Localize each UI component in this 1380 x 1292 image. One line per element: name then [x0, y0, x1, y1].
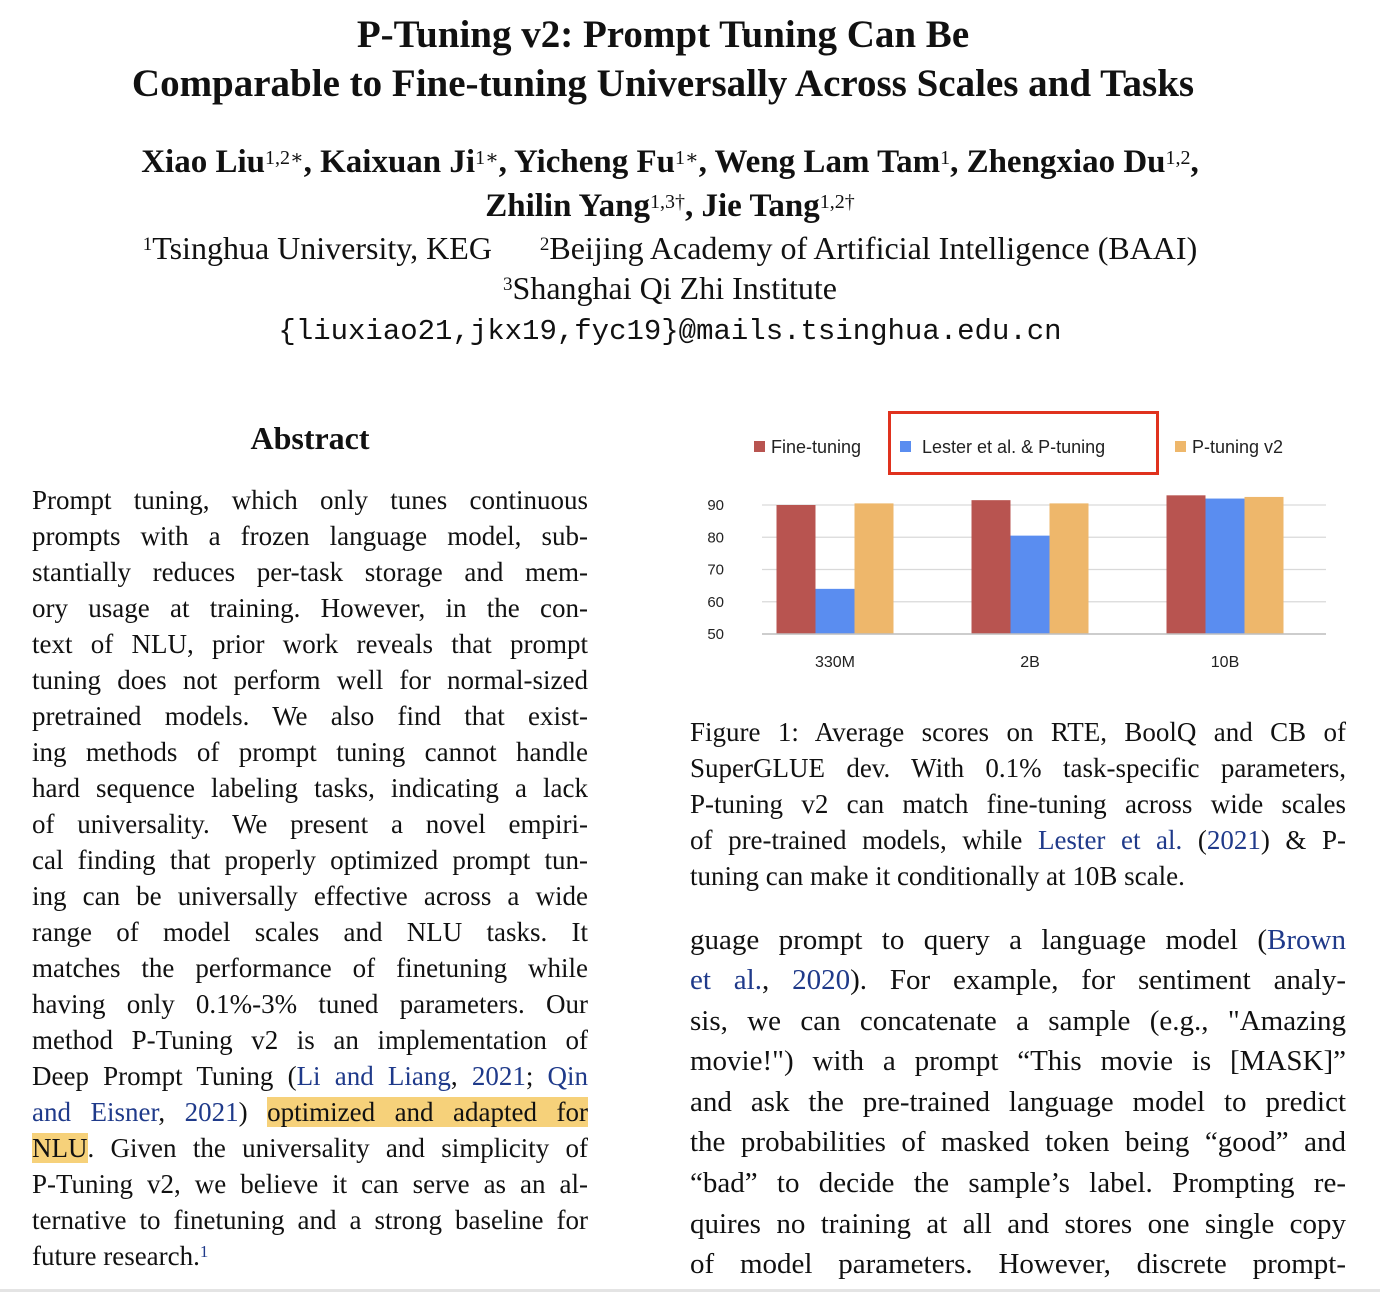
y-tick-label: 70	[707, 561, 724, 579]
author-affil-mark: 1,2	[1165, 147, 1191, 169]
affil-mark: 2	[539, 234, 550, 255]
bar-lester-et-al-p-tuning-10b	[1206, 499, 1245, 634]
bar-fine-tuning-2b	[972, 500, 1011, 634]
body-line: quires no training at all and stores one single copy	[690, 1208, 1346, 1240]
abstract-text: future research.	[32, 1241, 200, 1271]
body-line: of model parameters. However, discrete prompt-	[690, 1248, 1346, 1280]
author-affil-mark: 1∗	[475, 147, 499, 169]
abstract-text: . Given the universality and simplicity of	[87, 1133, 588, 1163]
abstract-heading: Abstract	[250, 420, 370, 456]
abstract-line	[32, 1130, 588, 1166]
bar-p-tuning-v2-330m	[855, 503, 894, 634]
affiliation-qizhi: Shanghai Qi Zhi Institute	[512, 270, 837, 306]
abstract-line: having only 0.1%-3% tuned parameters. Our	[32, 989, 588, 1019]
author-name: Kaixuan Ji	[320, 144, 476, 180]
body-line: sis, we can concatenate a sample (e.g., "Amazing	[690, 1005, 1346, 1037]
abstract-text: ;	[525, 1061, 548, 1091]
body-line: and ask the pre-trained language model to predict	[690, 1086, 1346, 1118]
author-affil-mark: 1,2∗	[265, 147, 304, 169]
abstract-line: tuning does not perform well for normal-sized	[32, 665, 588, 695]
caption-text: ) & P-	[1260, 825, 1347, 855]
x-tick-label: 10B	[1210, 654, 1240, 671]
abstract-line: method P-Tuning v2 is an implementation of	[32, 1025, 588, 1055]
caption-text: of pre-trained models, while	[690, 825, 1038, 855]
abstract-line: ing methods of prompt tuning cannot handle	[32, 737, 588, 767]
bar-p-tuning-v2-10b	[1245, 497, 1284, 634]
abstract-line: P-Tuning v2, we believe it can serve as an al-	[32, 1169, 588, 1199]
author-name: Zhilin Yang	[485, 188, 650, 224]
title-line-2: Comparable to Fine-tuning Universally Across Scales and Tasks	[131, 62, 1195, 105]
citation-li-liang-year-link[interactable]: 2021	[471, 1061, 526, 1091]
legend-label: Lester et al. & P-tuning	[922, 437, 1106, 457]
abstract-text: Deep Prompt Tuning (	[32, 1061, 297, 1091]
affiliation-line-2	[0, 268, 1340, 308]
caption-line	[690, 822, 1346, 858]
highlighted-text: optimized and adapted for	[267, 1097, 588, 1127]
author-name: Xiao Liu	[141, 144, 266, 180]
citation-li-liang-link[interactable]: Li and Liang	[296, 1061, 451, 1091]
author-email: {liuxiao21,jkx19,fyc19}@mails.tsinghua.edu.cn	[278, 315, 1062, 348]
bar-lester-et-al-p-tuning-330m	[816, 589, 855, 634]
legend-label: Fine-tuning	[771, 437, 862, 457]
abstract-line: text of NLU, prior work reveals that prompt	[32, 629, 588, 659]
author-line-1: Xiao Liu$^{1,2∗}$, Kaixuan $Ji^{1∗}$, Yicheng $Fu^{1∗}$, Weng Lam Tam$^1$, Zhengxiao Du$^{1,2}$,	[141, 144, 1199, 180]
bar-fine-tuning-330m	[777, 505, 816, 634]
caption-line: P-tuning v2 can match fine-tuning across wide scales	[690, 789, 1346, 819]
body-line: “bad” to decide the sample’s label. Prompting re-	[690, 1167, 1346, 1199]
author-name: Zhengxiao Du	[966, 144, 1166, 180]
legend-label: P-tuning v2	[1192, 437, 1284, 457]
abstract-line: hard sequence labeling tasks, indicating a lack	[32, 773, 588, 803]
citation-brown-etal-link[interactable]: et al.	[690, 964, 762, 996]
bar-fine-tuning-10b	[1167, 495, 1206, 634]
abstract-line: range of model scales and NLU tasks. It	[32, 917, 588, 947]
author-name: Weng Lam Tam	[714, 144, 941, 180]
citation-qin-link[interactable]: Qin	[547, 1061, 588, 1091]
figure-1-chart	[690, 400, 1360, 690]
body-text: guage prompt to query a language model (	[690, 924, 1268, 956]
abstract-line: ternative to finetuning and a strong baseline for	[32, 1205, 588, 1235]
affil-mark: 3	[503, 274, 513, 295]
author-list	[0, 140, 1340, 228]
citation-lester-link[interactable]: Lester et al.	[1037, 825, 1183, 855]
abstract-line: stantially reduces per-task storage and mem-	[32, 557, 588, 587]
chart-plot-area	[690, 400, 1360, 690]
abstract-line: ing can be universally effective across a wide	[32, 881, 588, 911]
y-tick-label: 60	[707, 593, 724, 611]
abstract-text: ,	[450, 1061, 472, 1091]
caption-line: SuperGLUE dev. With 0.1% task-specific parameters,	[690, 753, 1346, 783]
caption-line: Figure 1: Average scores on RTE, BoolQ and CB of	[690, 717, 1346, 747]
abstract-line: prompts with a frozen language model, sub-	[32, 521, 588, 551]
caption-line: tuning can make it conditionally at 10B scale.	[690, 861, 1185, 891]
bar-lester-et-al-p-tuning-2b	[1011, 536, 1050, 634]
caption-text: (	[1182, 825, 1207, 855]
affiliation-tsinghua: Tsinghua University, KEG	[152, 230, 492, 266]
citation-qin-eisner-link[interactable]: and Eisner	[32, 1097, 159, 1127]
abstract-line: of universality. We present a novel empiri-	[32, 809, 588, 839]
citation-brown-link[interactable]: Brown	[1267, 924, 1346, 956]
paper-title	[0, 10, 1326, 108]
author-affil-mark: 1	[940, 147, 951, 169]
citation-lester-year-link[interactable]: 2021	[1206, 825, 1261, 855]
abstract-line: Prompt tuning, which only tunes continuous	[32, 485, 588, 515]
author-affil-mark: 1,2†	[819, 191, 855, 213]
x-tick-label: 330M	[814, 654, 856, 671]
author-affil-mark: 1∗	[675, 147, 699, 169]
body-text: ). For example, for sentiment analy-	[850, 964, 1347, 996]
abstract-line: ory usage at training. However, in the con-	[32, 593, 588, 623]
abstract-text: ,	[158, 1097, 185, 1127]
affil-mark: 1	[142, 234, 153, 255]
body-line: movie!") with a prompt “This movie is [MASK]”	[690, 1045, 1346, 1077]
abstract-line	[32, 1058, 588, 1094]
author-affil-mark: 1,3†	[649, 191, 685, 213]
affiliation-line-1	[0, 228, 1340, 268]
abstract-line: pretrained models. We also find that exist-	[32, 701, 588, 731]
author-line-2: Zhilin Yang$^{1,3\dagger}$, Jie Tang$^{1,2\dagger}$	[485, 188, 855, 224]
footnote-marker-link[interactable]: 1	[199, 1242, 209, 1261]
abstract-line: matches the performance of finetuning while	[32, 953, 588, 983]
abstract-line	[32, 1094, 588, 1130]
y-tick-label: 90	[707, 497, 724, 514]
x-tick-label: 2B	[1020, 654, 1040, 671]
y-tick-label: 80	[707, 529, 724, 547]
body-line	[690, 960, 1346, 1000]
affiliation-baai: Beijing Academy of Artificial Intelligence (BAAI)	[549, 230, 1198, 266]
highlighted-text: NLU	[32, 1133, 88, 1163]
abstract-line: cal finding that properly optimized prompt tun-	[32, 845, 588, 875]
citation-qin-eisner-year-link[interactable]: 2021	[184, 1097, 239, 1127]
abstract-line	[32, 1238, 588, 1274]
citation-brown-year-link[interactable]: 2020	[792, 964, 851, 996]
body-line	[690, 920, 1346, 960]
abstract-text: )	[238, 1097, 268, 1127]
body-text: ,	[761, 964, 793, 996]
title-line-1: P-Tuning v2: Prompt Tuning Can Be	[356, 13, 970, 56]
y-tick-label: 50	[707, 626, 724, 643]
bar-p-tuning-v2-2b	[1050, 503, 1089, 634]
author-name: Jie Tang	[701, 188, 820, 224]
author-name: Yicheng Fu	[513, 144, 675, 180]
body-line: the probabilities of masked token being “good” and	[690, 1126, 1346, 1158]
